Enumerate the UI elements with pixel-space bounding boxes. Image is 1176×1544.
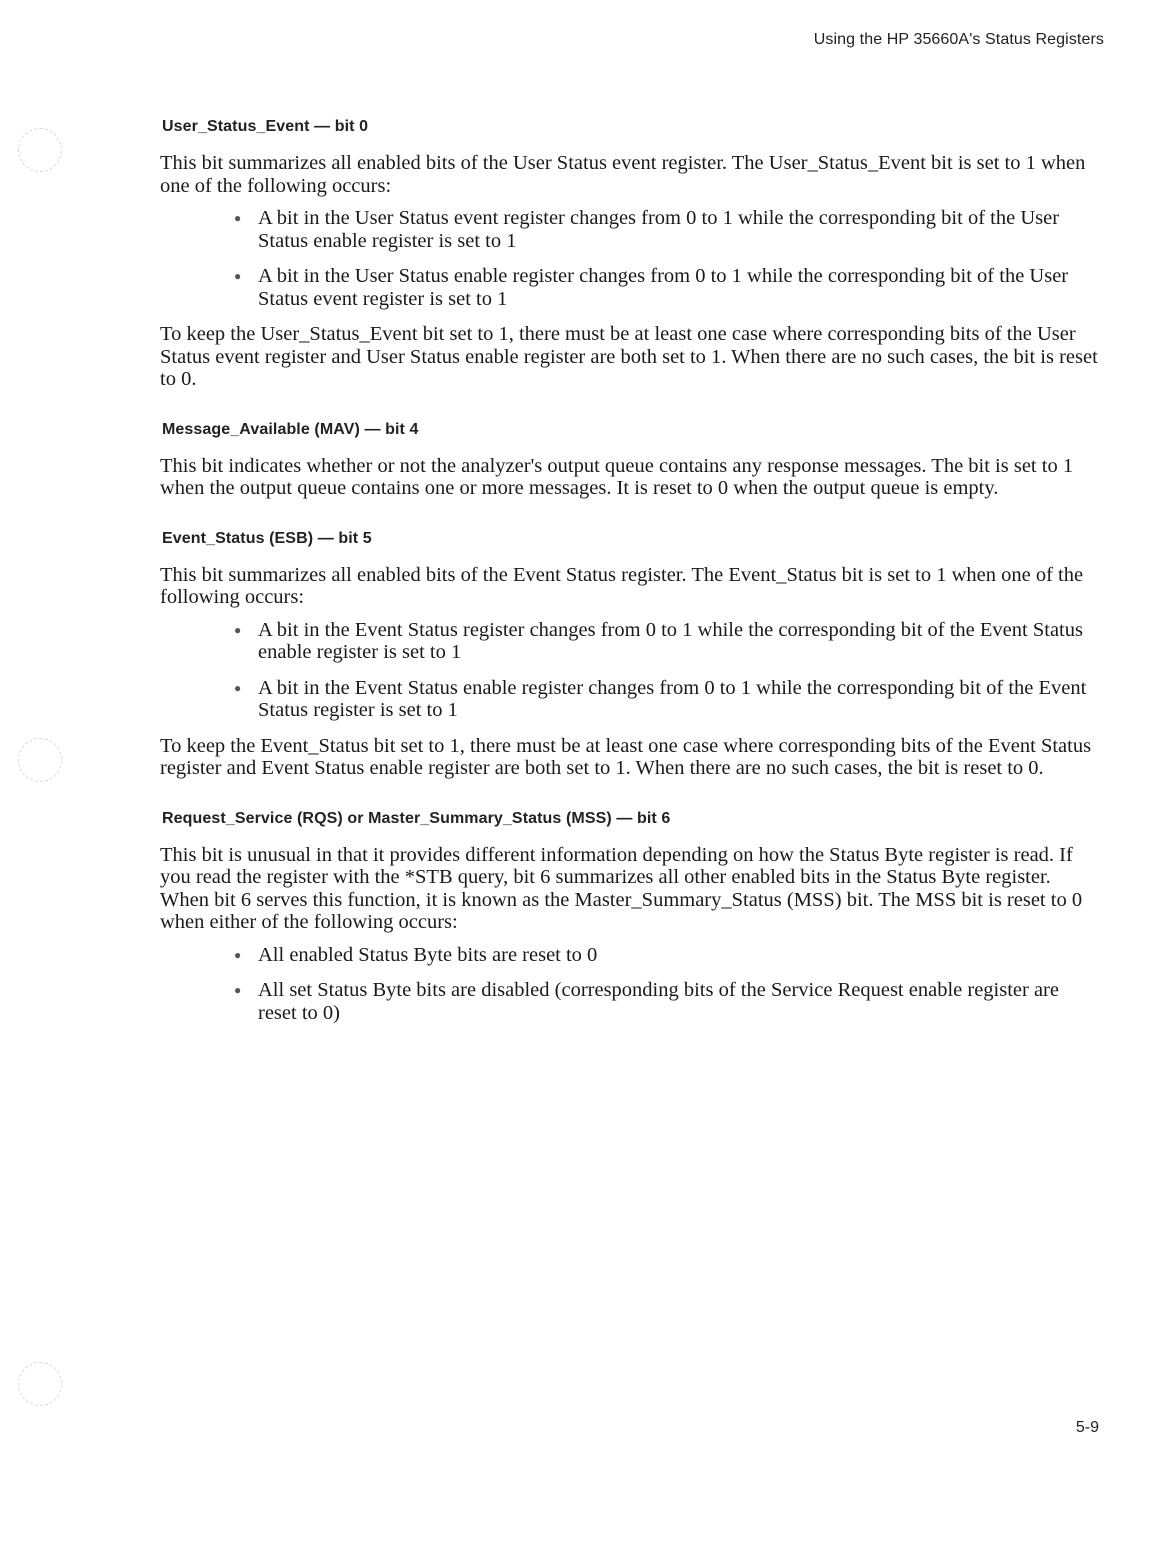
section-intro: This bit summarizes all enabled bits of the Event Status register. The Event_Status bit is set to 1 when one of the following occurs: (160, 563, 1084, 608)
section-heading: Request_Service (RQS) or Master_Summary_Status (MSS) — bit 6 (162, 809, 671, 827)
section-heading: Event_Status (ESB) — bit 5 (162, 529, 372, 547)
section-heading: User_Status_Event — bit 0 (162, 118, 369, 135)
section-intro: This bit indicates whether or not the analyzer's output queue contains any response messages. The bit is set to 1 when the output queue contains one or more messages. It is reset to 0 when the output queue is empty. (160, 454, 1074, 499)
section-event-status (160, 530, 1100, 780)
bullet-list (160, 619, 1100, 722)
bullet-icon: ● (234, 269, 242, 283)
bullet-icon: ● (234, 680, 242, 695)
bullet-list (160, 207, 1100, 310)
binder-hole-mark (18, 738, 62, 782)
page-content (160, 118, 1100, 1037)
bullet-icon: ● (234, 622, 242, 637)
list-item: ● A bit in the Event Status enable register changes from 0 to 1 while the corresponding bit of the Event Status register is set to 1 (234, 676, 1087, 721)
section-request-service (160, 810, 1100, 1025)
binder-hole-mark (18, 1362, 62, 1406)
section-intro: This bit summarizes all enabled bits of the User Status event register. The User_Status_Event bit is set to 1 when one of the following occurs: (160, 152, 1086, 197)
section-user-status-event (160, 118, 1100, 391)
bullet-list (160, 944, 1100, 1025)
list-item: ● A bit in the Event Status register changes from 0 to 1 while the corresponding bit of the Event Status enable register is set to 1 (234, 618, 1083, 663)
binder-hole-mark (18, 128, 62, 172)
section-message-available (160, 421, 1100, 500)
list-item: ● A bit in the User Status event register changes from 0 to 1 while the corresponding bit of the User Status enable register is set to 1 (234, 207, 1060, 252)
section-intro: This bit is unusual in that it provides different information depending on how the Status Byte register is read. If you read the register with the *STB query, bit 6 summarizes all other enabled bits in the Status Byte register. When bit 6 serves this function, it is known as the Master_Summary_Status (MSS) bit. The MSS bit is reset to 0 when either of the following occurs: (160, 843, 1083, 933)
bullet-icon: ● (234, 983, 242, 997)
section-closing: To keep the Event_Status bit set to 1, there must be at least one case where corresponding bits of the Event Status register and Event Status enable register are both set to 1. When there are no such cases, the bit is reset to 0. (160, 734, 1092, 779)
list-item: ● All enabled Status Byte bits are reset to 0 (234, 943, 598, 966)
section-heading: Message_Available (MAV) — bit 4 (162, 420, 419, 438)
bullet-icon: ● (234, 947, 242, 962)
list-item: ● A bit in the User Status enable register changes from 0 to 1 while the corresponding bit of the User Status event register is set to 1 (234, 265, 1069, 310)
list-item: ● All set Status Byte bits are disabled (corresponding bits of the Service Request enable register are reset to 0) (234, 979, 1059, 1024)
running-header: Using the HP 35660A's Status Registers (813, 31, 1104, 48)
bullet-icon: ● (234, 211, 242, 225)
section-closing: To keep the User_Status_Event bit set to 1, there must be at least one case where corresponding bits of the User Status event register and User Status enable register are both set to 1. When there are no such cases, the bit is reset to 0. (160, 323, 1098, 390)
page-number: 5-9 (1075, 1419, 1099, 1436)
